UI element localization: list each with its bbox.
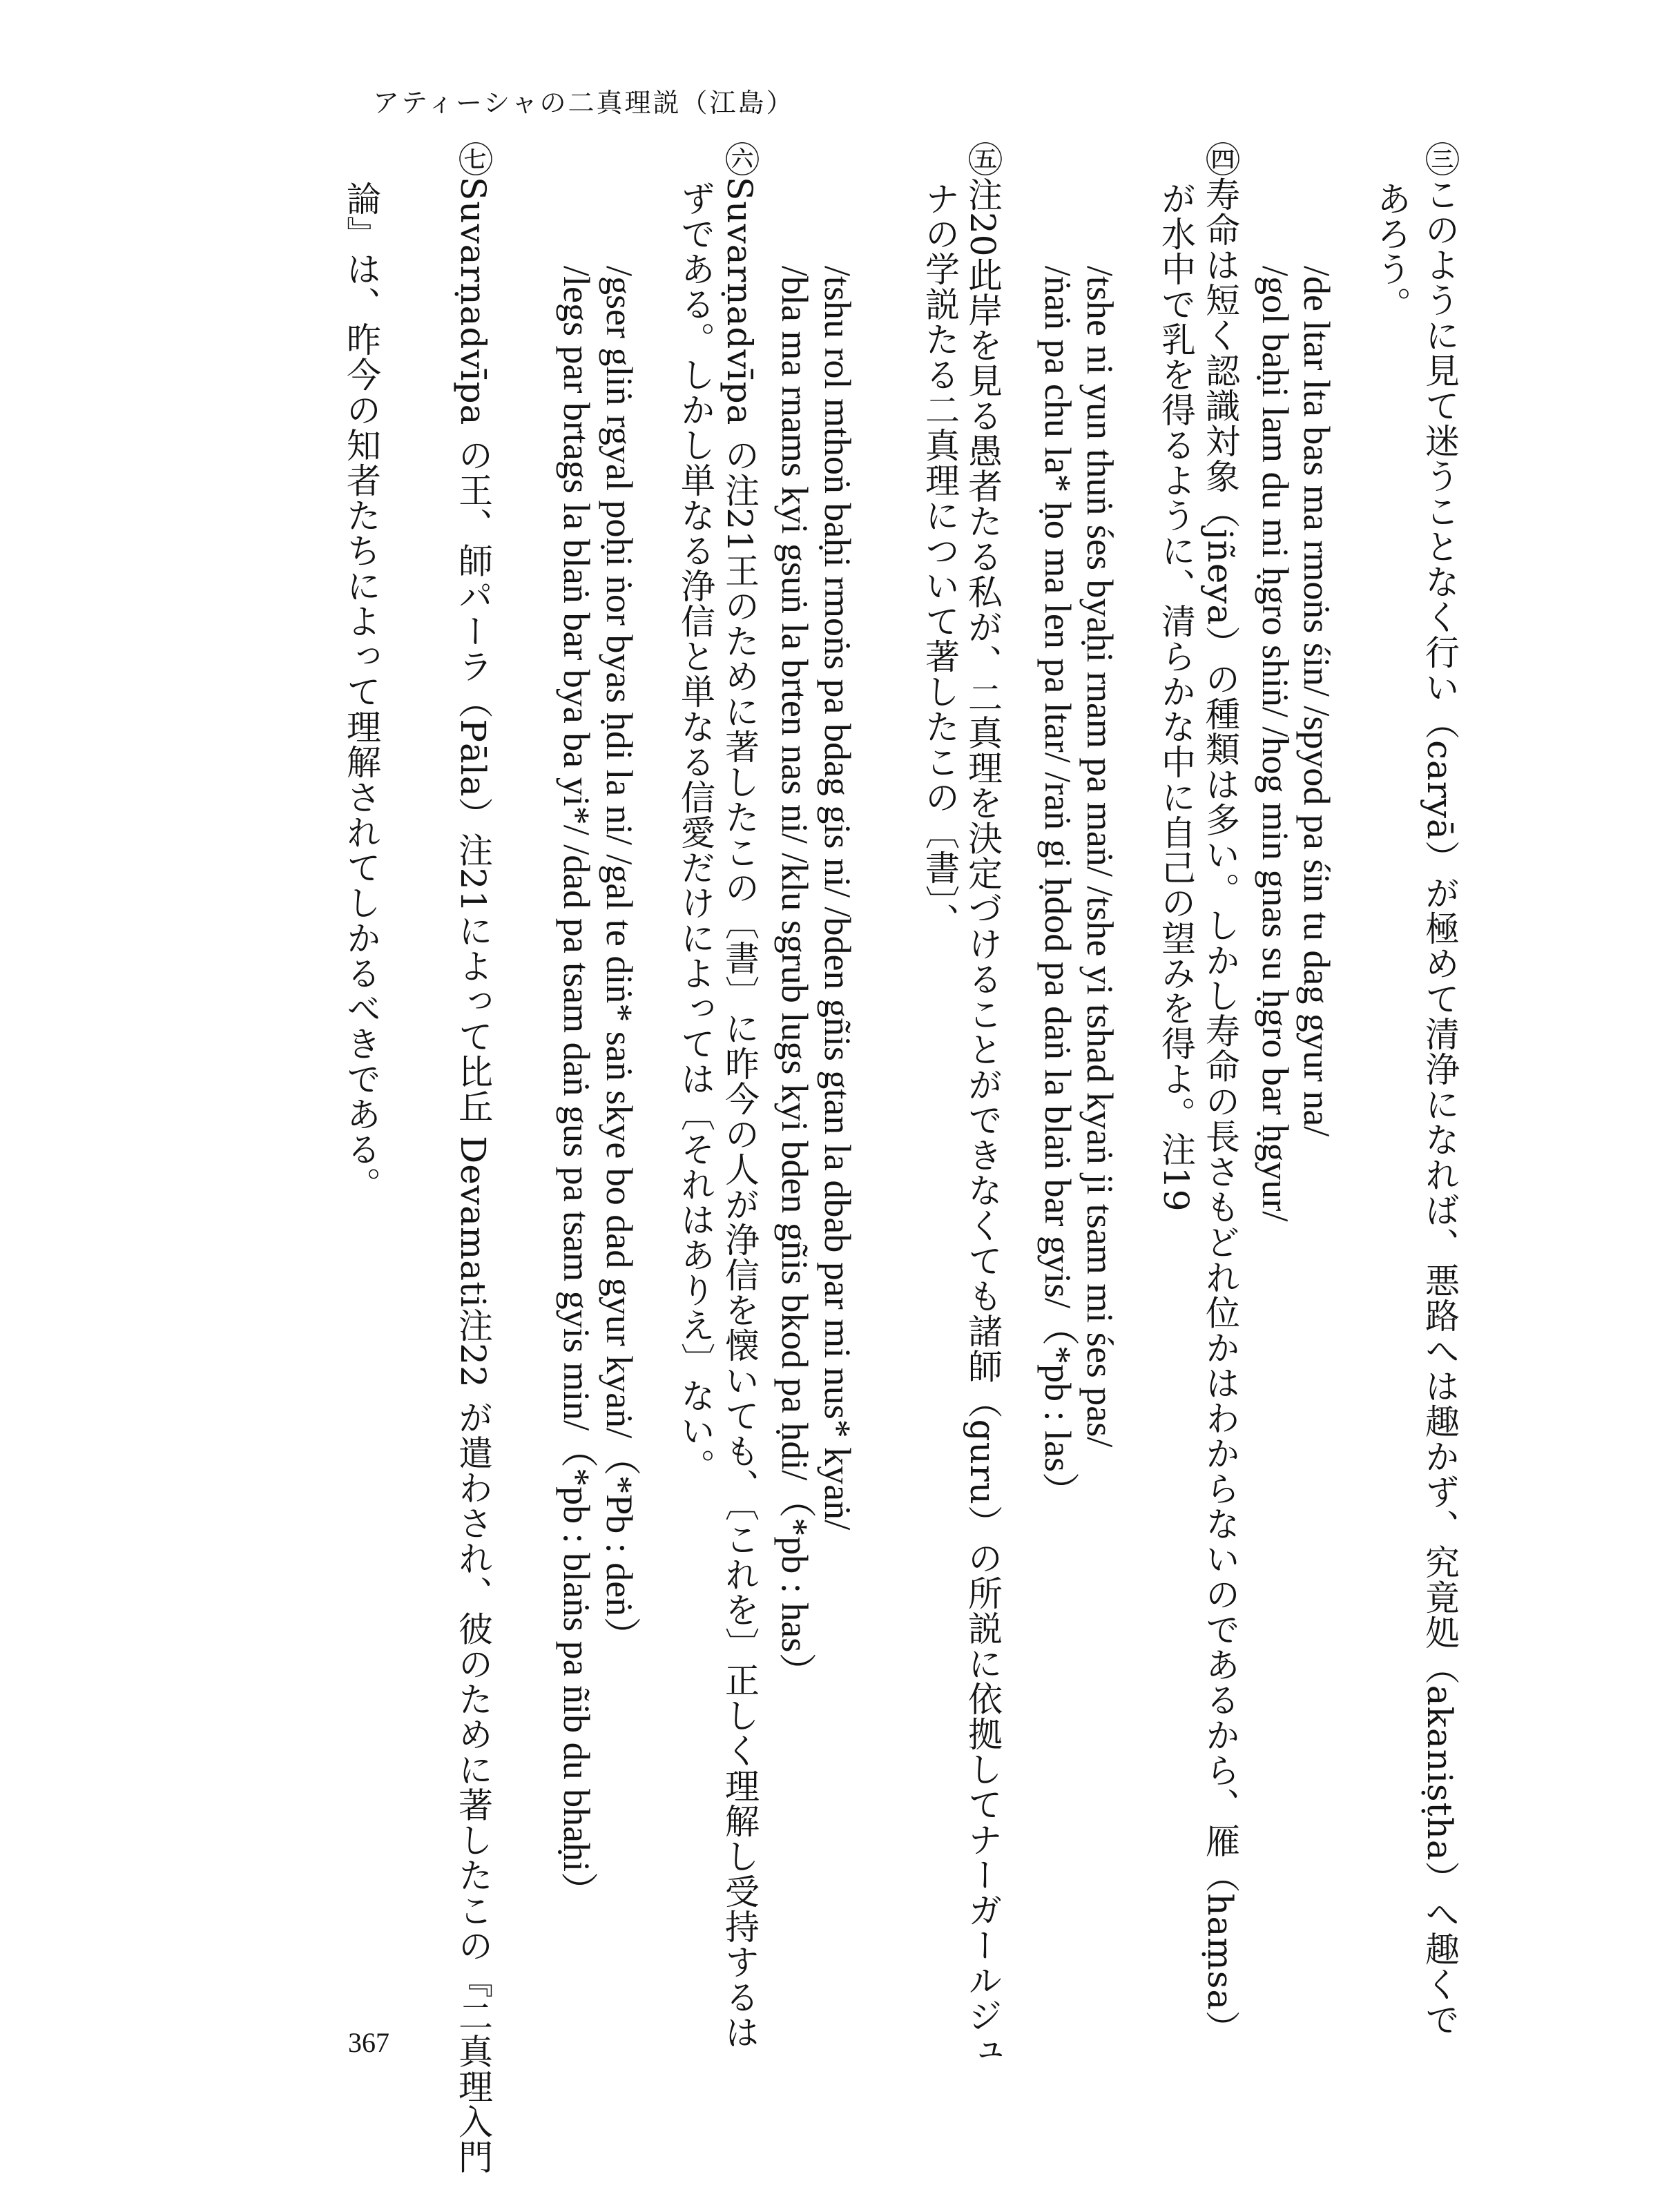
text-column: /tshe ni yun thuṅ śes byaḥi rnam pa maṅ/ /tshe yi tshad kyaṅ ji tsam mi śes pas/ bbox=[1079, 266, 1121, 1448]
text-column: /legs par brtags la blaṅ bar bya ba yi*/ /dad pa tsam daṅ gus pa tsam gyis min/（*pb : blaṅs pa ñib du bhaḥi） bbox=[556, 266, 597, 1910]
text-column: ㊆Suvarṇadvīpa の王、師パーラ（Pāla）注21によって比丘 Devamati注22 が遣わされ、彼のために著したこの『二真理入門 bbox=[453, 142, 493, 2175]
text-column: ナの学説たる二真理について著したこの〔書〕、 bbox=[920, 181, 960, 938]
text-column: が水中で乳を得るように、清らかな中に自己の望みを得よ。注19 bbox=[1156, 181, 1196, 1212]
page-number: 367 bbox=[348, 2027, 389, 2058]
text-column: /gol baḥi lam du mi ḥgro shiṅ/ /hog min gnas su ḥgro bar ḥgyur/ bbox=[1255, 266, 1296, 1222]
text-column: 論』は、昨今の知者たちによって理解されてしかるべきである。 bbox=[341, 181, 381, 1202]
text-column: /gser gliṅ rgyal poḥi ṅor byas ḥdi la ni/ /gal te diṅ* saṅ skye bo dad gyur kyaṅ/（*Pb : deṅ） bbox=[599, 266, 640, 1654]
text-column: /tshu rol mthoṅ baḥi rmoṅs pa bdag gis ni/ /bden gñis gtan la dbab par mi nus* kyaṅ/ bbox=[817, 266, 858, 1531]
text-column: ㊄注20此岸を見る愚者たる私が、二真理を決定づけることができなくても諸師（guru）の所説に依拠してナーガールジュ bbox=[963, 142, 1003, 2068]
text-column: ㊂このように見て迷うことなく行い（caryā）が極めて清浄になれば、悪路へは趣かず、究竟処（akaniṣṭha）へ趣くで bbox=[1420, 142, 1460, 2037]
text-column: ずである。しかし単なる浄信と単なる信愛だけによっては〔それはありえ〕ない。 bbox=[675, 181, 715, 1484]
text-column: /bla ma rnams kyi gsuṅ la brten nas ni/ /klu sgrub lugs kyi bden gñis bkod pa ḥdi/（*pb : has） bbox=[774, 266, 815, 1690]
text-column: あろう。 bbox=[1371, 181, 1411, 322]
running-head: アティーシャの二真理説（江島） bbox=[373, 88, 795, 118]
text-column: /de ltar lta bas ma rmoṅs śin/ /spyod pa śin tu dag gyur na/ bbox=[1296, 266, 1338, 1137]
text-column: ㊅Suvarṇadvīpa の注21王のために著したこの〔書〕に昨今の人が浄信を懐いても、〔これを〕正しく理解し受持するは bbox=[720, 142, 760, 2050]
text-column: ㊃寿命は短く認識対象（jñeya）の種類は多い。しかし寿命の長さもどれ位かはわからないのであるから、雁（haṃsa） bbox=[1200, 142, 1240, 2046]
text-column: /ṅaṅ pa chu la* ḥo ma len pa ltar/ /raṅ gi ḥdod pa daṅ la blaṅ bar gyis/（*pb : las） bbox=[1037, 266, 1079, 1510]
